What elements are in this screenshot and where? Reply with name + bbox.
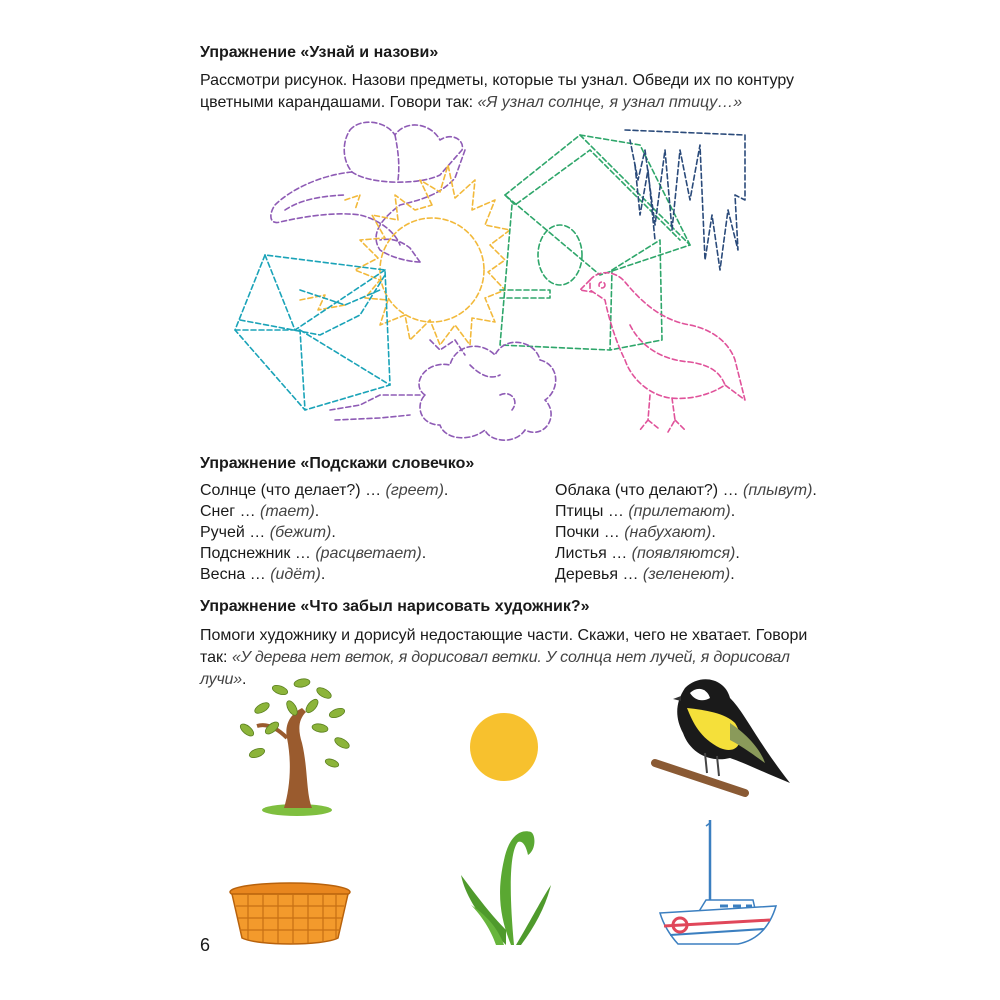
ex1-line1: Рассмотри рисунок. Назови предметы, которые ты узнал. Обведи их по контуру (200, 72, 795, 89)
boat-picture (658, 818, 788, 953)
snowdrop-picture (456, 820, 566, 950)
bird-outline (580, 273, 745, 432)
ex3-line1: Помоги художнику и дорисуй недостающие части. Скажи, чего не хватает. Говори (200, 627, 808, 644)
bird-picture (645, 668, 795, 808)
page-number: 6 (200, 935, 211, 955)
ex2-right-list (555, 480, 817, 585)
ex2-title: Упражнение «Подскажи словечко» (200, 455, 475, 472)
ex1-instructions (200, 70, 820, 114)
tulip-outline (271, 122, 465, 262)
birdhouse-outline (500, 135, 690, 350)
list-item: Подснежник … (расцветает). (200, 545, 427, 562)
list-item: Птицы … (прилетают). (555, 503, 736, 520)
sun-picture (466, 710, 546, 790)
sun-outline (300, 165, 510, 345)
kite-outline (235, 255, 390, 410)
list-item: Облака (что делают?) … (плывут). (555, 482, 817, 499)
cloud-outline (330, 340, 556, 440)
list-item: Почки … (набухают). (555, 524, 716, 541)
ex1-line2-italic: «Я узнал солнце, я узнал птицу…» (477, 94, 743, 111)
list-item: Снег … (тает). (200, 503, 320, 520)
icicles-outline (625, 130, 745, 270)
list-item: Весна … (идёт). (200, 566, 326, 583)
list-item: Деревья … (зеленеют). (555, 566, 735, 583)
list-item: Листья … (появляются). (555, 545, 740, 562)
ex3-line2: так: «У дерева нет веток, я дорисовал ветки. У солнца нет лучей, я дорисовал лучи». (200, 649, 790, 688)
tree-picture (232, 668, 362, 818)
ex1-title: Упражнение «Узнай и назови» (200, 44, 439, 61)
basket-picture (228, 880, 358, 950)
ex3-title: Упражнение «Что забыл нарисовать художник?» (200, 598, 590, 615)
list-item: Солнце (что делает?) … (греет). (200, 482, 449, 499)
ex1-line2-plain: цветными карандашами. Говори так: (200, 94, 478, 111)
ex2-left-list (200, 480, 448, 585)
list-item: Ручей … (бежит). (200, 524, 336, 541)
ex1-line2 (200, 92, 820, 114)
